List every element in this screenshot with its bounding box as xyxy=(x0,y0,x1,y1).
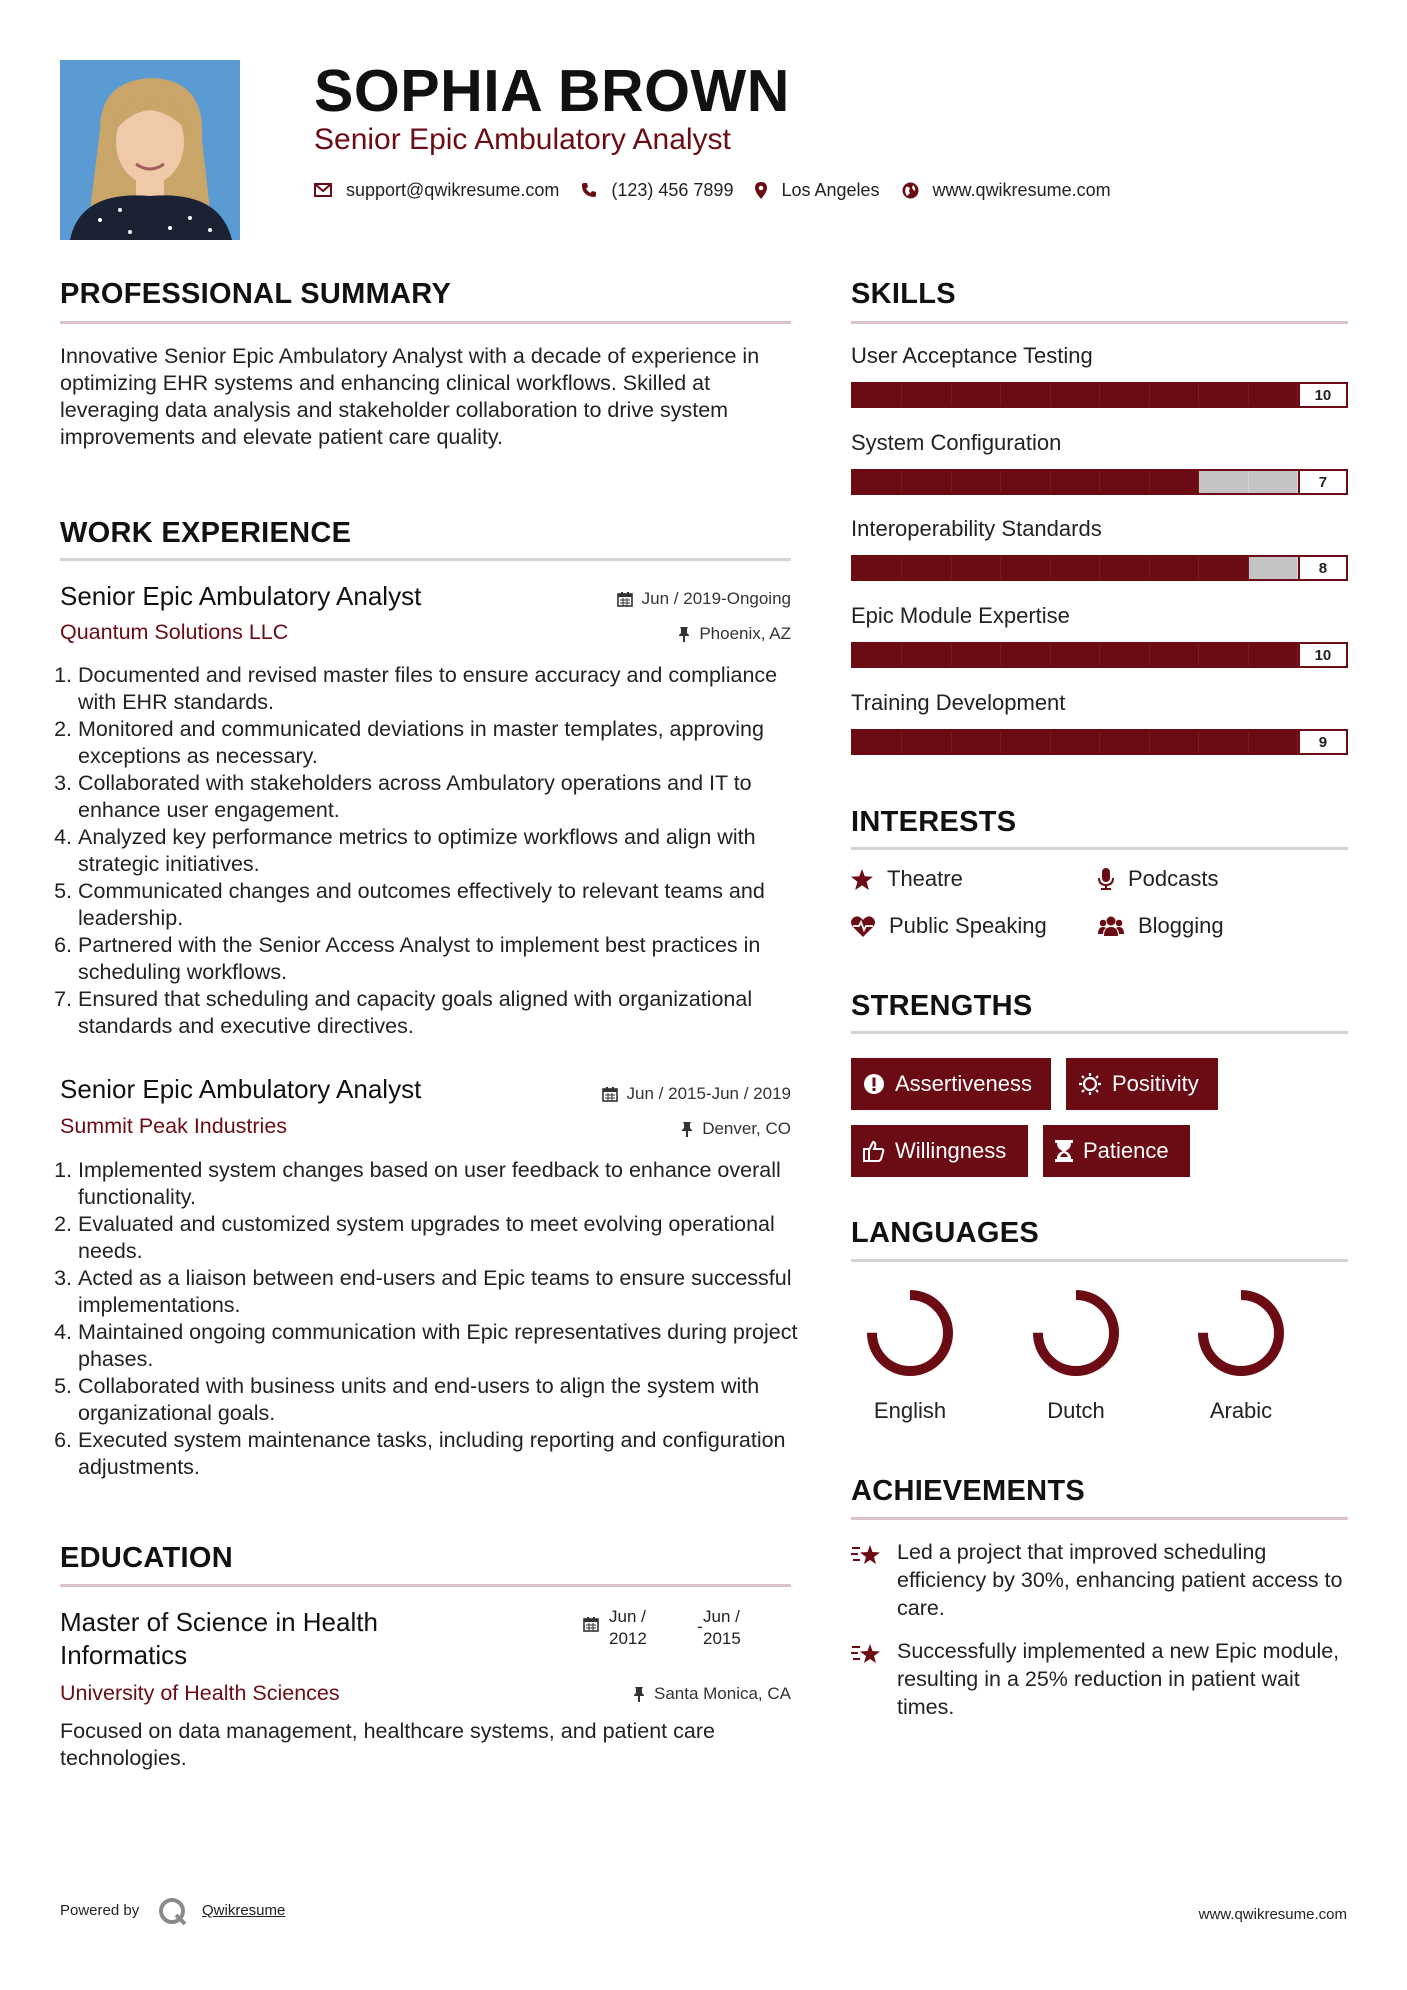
skill-segment xyxy=(853,557,902,579)
skill-bar xyxy=(851,729,1348,755)
strength-label: Positivity xyxy=(1112,1071,1199,1096)
star-icon xyxy=(851,869,873,890)
interest-theatre xyxy=(851,866,963,892)
achievement-text: Led a project that improved scheduling efficiency by 30%, enhancing patient access to care. xyxy=(897,1540,1343,1620)
skill-segment xyxy=(853,644,902,666)
skill-segment xyxy=(1249,471,1298,493)
job-location-2 xyxy=(500,1119,791,1139)
skill-segment xyxy=(902,471,951,493)
language-level-arc xyxy=(1203,1295,1279,1371)
list-item: 4. Analyzed key performance metrics to optimize workflows and align with strategic initiatives. xyxy=(78,824,809,878)
strength-label: Willingness xyxy=(895,1138,1007,1163)
skill-segment xyxy=(902,731,951,753)
edu-start-year: 2012 xyxy=(609,1629,647,1648)
skill-segment xyxy=(1199,471,1248,493)
skill-segment xyxy=(1001,557,1050,579)
skill-segment xyxy=(1150,557,1199,579)
strengths-rule xyxy=(851,1031,1348,1034)
skill-value: 8 xyxy=(1298,557,1346,579)
language-label: Dutch xyxy=(1047,1398,1105,1423)
achievement-item-2 xyxy=(851,1637,1348,1721)
interest-label: Podcasts xyxy=(1128,866,1219,891)
education-rule xyxy=(60,1584,791,1587)
candidate-name: SOPHIA BROWN xyxy=(314,58,790,124)
skill-segment xyxy=(1001,644,1050,666)
list-item: 1. Implemented system changes based on user feedback to enhance overall functionality. xyxy=(78,1157,809,1211)
skill-name: Interoperability Standards xyxy=(851,516,1102,541)
shooting-star-icon xyxy=(851,1641,883,1667)
education-heading: EDUCATION xyxy=(60,1542,233,1574)
skills-heading: SKILLS xyxy=(851,278,956,310)
language-ring xyxy=(1191,1283,1291,1383)
list-item: 7. Ensured that scheduling and capacity goals aligned with organizational standards and executive directives. xyxy=(78,986,809,1040)
strength-patience xyxy=(1043,1125,1190,1177)
list-item: 2. Monitored and communicated deviations in master templates, approving exceptions as necessary. xyxy=(78,716,809,770)
skill-segment xyxy=(853,731,902,753)
exclamation-circle-icon xyxy=(863,1073,885,1095)
skill-segment xyxy=(902,557,951,579)
edu-start-month: Jun / xyxy=(609,1607,646,1626)
skill-bar xyxy=(851,469,1348,495)
strength-assertiveness xyxy=(851,1058,1051,1110)
job-company-1: Quantum Solutions LLC xyxy=(60,620,289,644)
calendar-icon xyxy=(617,591,633,607)
website-text: www.qwikresume.com xyxy=(932,179,1111,200)
sun-icon xyxy=(1078,1072,1102,1096)
skill-bar xyxy=(851,642,1348,668)
edu-end-month: Jun / xyxy=(703,1607,740,1626)
skill-segment xyxy=(1100,644,1149,666)
interest-label: Blogging xyxy=(1138,913,1224,938)
skill-segment xyxy=(1199,557,1248,579)
powered-by-label: Powered by xyxy=(60,1902,140,1919)
skill-segment xyxy=(1249,644,1298,666)
job-dates-1 xyxy=(500,589,791,609)
summary-heading: PROFESSIONAL SUMMARY xyxy=(60,278,452,310)
candidate-title: Senior Epic Ambulatory Analyst xyxy=(314,123,731,156)
phone-text: (123) 456 7899 xyxy=(611,179,734,200)
skill-segment xyxy=(1051,644,1100,666)
phone-icon xyxy=(581,182,597,198)
skill-value: 9 xyxy=(1298,731,1346,753)
pushpin-icon xyxy=(678,626,690,642)
interest-label: Theatre xyxy=(887,866,963,891)
envelope-icon xyxy=(314,183,332,197)
globe-icon xyxy=(902,182,919,199)
skill-segment xyxy=(1199,731,1248,753)
list-item: 4. Maintained ongoing communication with Epic representatives during project phases. xyxy=(78,1319,809,1373)
contact-email[interactable] xyxy=(314,180,559,201)
job-location-1 xyxy=(500,624,791,644)
strength-label: Assertiveness xyxy=(895,1071,1032,1096)
hourglass-icon xyxy=(1055,1140,1073,1162)
email-text: support@qwikresume.com xyxy=(346,179,560,200)
qwikresume-logo-icon xyxy=(158,1897,188,1932)
job-dates-2 xyxy=(480,1084,791,1104)
thumbs-up-icon xyxy=(863,1140,885,1162)
strengths-heading: STRENGTHS xyxy=(851,990,1033,1022)
job-location-text-1: Phoenix, AZ xyxy=(699,624,791,643)
skill-segment xyxy=(1001,384,1050,406)
languages-heading: LANGUAGES xyxy=(851,1217,1039,1249)
interest-public-speaking xyxy=(851,913,1047,939)
skill-segment xyxy=(1051,384,1100,406)
language-label: Arabic xyxy=(1209,1398,1273,1423)
skill-segment xyxy=(1051,731,1100,753)
skill-bar xyxy=(851,382,1348,408)
strength-positivity xyxy=(1066,1058,1218,1110)
footer-website[interactable]: www.qwikresume.com xyxy=(1198,1906,1347,1923)
calendar-icon xyxy=(602,1086,618,1102)
skill-name: Training Development xyxy=(851,690,1066,715)
skill-segment xyxy=(1100,557,1149,579)
skill-segment xyxy=(1051,557,1100,579)
skill-value: 10 xyxy=(1298,644,1346,666)
job-location-text-2: Denver, CO xyxy=(702,1119,791,1138)
skill-segment xyxy=(952,384,1001,406)
map-pin-icon xyxy=(755,182,767,199)
list-item: 6. Partnered with the Senior Access Analyst to implement best practices in scheduling workflows. xyxy=(78,932,809,986)
interest-label: Public Speaking xyxy=(889,913,1047,938)
list-item: 3. Acted as a liaison between end-users and Epic teams to ensure successful implementations. xyxy=(78,1265,809,1319)
achievement-item-1 xyxy=(851,1538,1348,1622)
users-icon xyxy=(1098,916,1124,937)
profile-photo xyxy=(60,60,240,240)
language-label: English xyxy=(873,1398,947,1423)
skill-segment xyxy=(1249,557,1298,579)
skill-segment xyxy=(1150,384,1199,406)
edu-start xyxy=(609,1606,647,1650)
achievement-text: Successfully implemented a new Epic module, resulting in a 25% reduction in patient wait times. xyxy=(897,1639,1340,1719)
qwikresume-link[interactable]: Qwikresume xyxy=(202,1902,286,1919)
skill-segment xyxy=(1249,384,1298,406)
heartbeat-icon xyxy=(851,916,875,937)
skill-segment xyxy=(1100,731,1149,753)
achievements-heading: ACHIEVEMENTS xyxy=(851,1475,1086,1507)
experience-heading: WORK EXPERIENCE xyxy=(60,517,352,549)
interests-heading: INTERESTS xyxy=(851,806,1017,838)
skill-name: Epic Module Expertise xyxy=(851,603,1070,628)
skill-segment xyxy=(1150,471,1199,493)
list-item: 6. Executed system maintenance tasks, including reporting and configuration adjustments. xyxy=(78,1427,809,1481)
list-item: 5. Communicated changes and outcomes effectively to relevant teams and leadership. xyxy=(78,878,809,932)
skill-segment xyxy=(902,384,951,406)
skill-bar xyxy=(851,555,1348,581)
edu-date-separator: - xyxy=(697,1617,703,1636)
skill-segment xyxy=(952,471,1001,493)
language-ring xyxy=(1026,1283,1126,1383)
list-item: 5. Collaborated with business units and end-users to align the system with organizational goals. xyxy=(78,1373,809,1427)
skill-segment xyxy=(1199,384,1248,406)
skill-segment xyxy=(1100,471,1149,493)
achievements-rule xyxy=(851,1517,1348,1520)
skill-name: System Configuration xyxy=(851,430,1062,455)
contact-location xyxy=(755,180,879,201)
strength-willingness xyxy=(851,1125,1028,1177)
skill-segment xyxy=(1001,731,1050,753)
shooting-star-icon xyxy=(851,1542,883,1568)
job-title-1: Senior Epic Ambulatory Analyst xyxy=(60,581,422,611)
language-level-arc xyxy=(872,1295,948,1371)
skill-name: User Acceptance Testing xyxy=(851,343,1093,368)
job-company-2: Summit Peak Industries xyxy=(60,1114,288,1138)
edu-end-year: 2015 xyxy=(703,1629,741,1648)
location-text: Los Angeles xyxy=(781,179,880,200)
language-level-arc xyxy=(1038,1295,1114,1371)
strength-label: Patience xyxy=(1083,1138,1169,1163)
education-description: Focused on data management, healthcare systems, and patient care technologies. xyxy=(60,1719,715,1770)
job-bullets-1 xyxy=(60,662,809,1040)
pushpin-icon xyxy=(633,1686,645,1702)
contact-phone[interactable] xyxy=(581,180,733,201)
interest-podcasts xyxy=(1098,866,1219,892)
skill-segment xyxy=(853,384,902,406)
skill-value: 7 xyxy=(1298,471,1346,493)
skill-segment xyxy=(1051,471,1100,493)
skill-segment xyxy=(952,644,1001,666)
skill-value: 10 xyxy=(1298,384,1346,406)
languages-rule xyxy=(851,1259,1348,1262)
skill-segment xyxy=(853,471,902,493)
edu-location xyxy=(500,1684,791,1704)
skill-segment xyxy=(1001,471,1050,493)
job-dates-text-2: Jun / 2015-Jun / 2019 xyxy=(626,1084,791,1103)
edu-location-text: Santa Monica, CA xyxy=(653,1684,791,1703)
microphone-icon xyxy=(1098,868,1114,890)
list-item: 2. Evaluated and customized system upgrades to meet evolving operational needs. xyxy=(78,1211,809,1265)
list-item: 3. Collaborated with stakeholders across Ambulatory operations and IT to enhance user engagement. xyxy=(78,770,809,824)
experience-rule xyxy=(60,558,791,561)
edu-end xyxy=(703,1606,741,1650)
skill-segment xyxy=(952,557,1001,579)
language-ring xyxy=(860,1283,960,1383)
skill-segment xyxy=(1249,731,1298,753)
summary-rule xyxy=(60,321,791,324)
pushpin-icon xyxy=(681,1121,693,1137)
skill-segment xyxy=(1150,644,1199,666)
degree-line-2: Informatics xyxy=(60,1640,188,1670)
summary-text: Innovative Senior Epic Ambulatory Analyst with a decade of experience in optimizing EHR systems and enhancing clinical workflows. Skilled at leveraging data analysis and stakeholder collaboration to drive system improvements and elevate patient care quality. xyxy=(60,344,760,449)
skills-rule xyxy=(851,321,1348,324)
interests-rule xyxy=(851,847,1348,850)
skill-segment xyxy=(1199,644,1248,666)
skill-segment xyxy=(902,644,951,666)
contact-bar xyxy=(314,176,1133,204)
degree-line-1: Master of Science in Health xyxy=(60,1607,378,1637)
job-bullets-2 xyxy=(60,1157,809,1481)
interest-blogging xyxy=(1098,913,1224,939)
skill-segment xyxy=(1150,731,1199,753)
job-dates-text-1: Jun / 2019-Ongoing xyxy=(641,589,791,608)
school-name: University of Health Sciences xyxy=(60,1681,340,1705)
contact-website[interactable] xyxy=(902,180,1111,201)
skill-segment xyxy=(952,731,1001,753)
list-item: 1. Documented and revised master files to ensure accuracy and compliance with EHR standards. xyxy=(78,662,809,716)
skill-segment xyxy=(1100,384,1149,406)
calendar-icon xyxy=(583,1616,601,1634)
job-title-2: Senior Epic Ambulatory Analyst xyxy=(60,1074,422,1104)
